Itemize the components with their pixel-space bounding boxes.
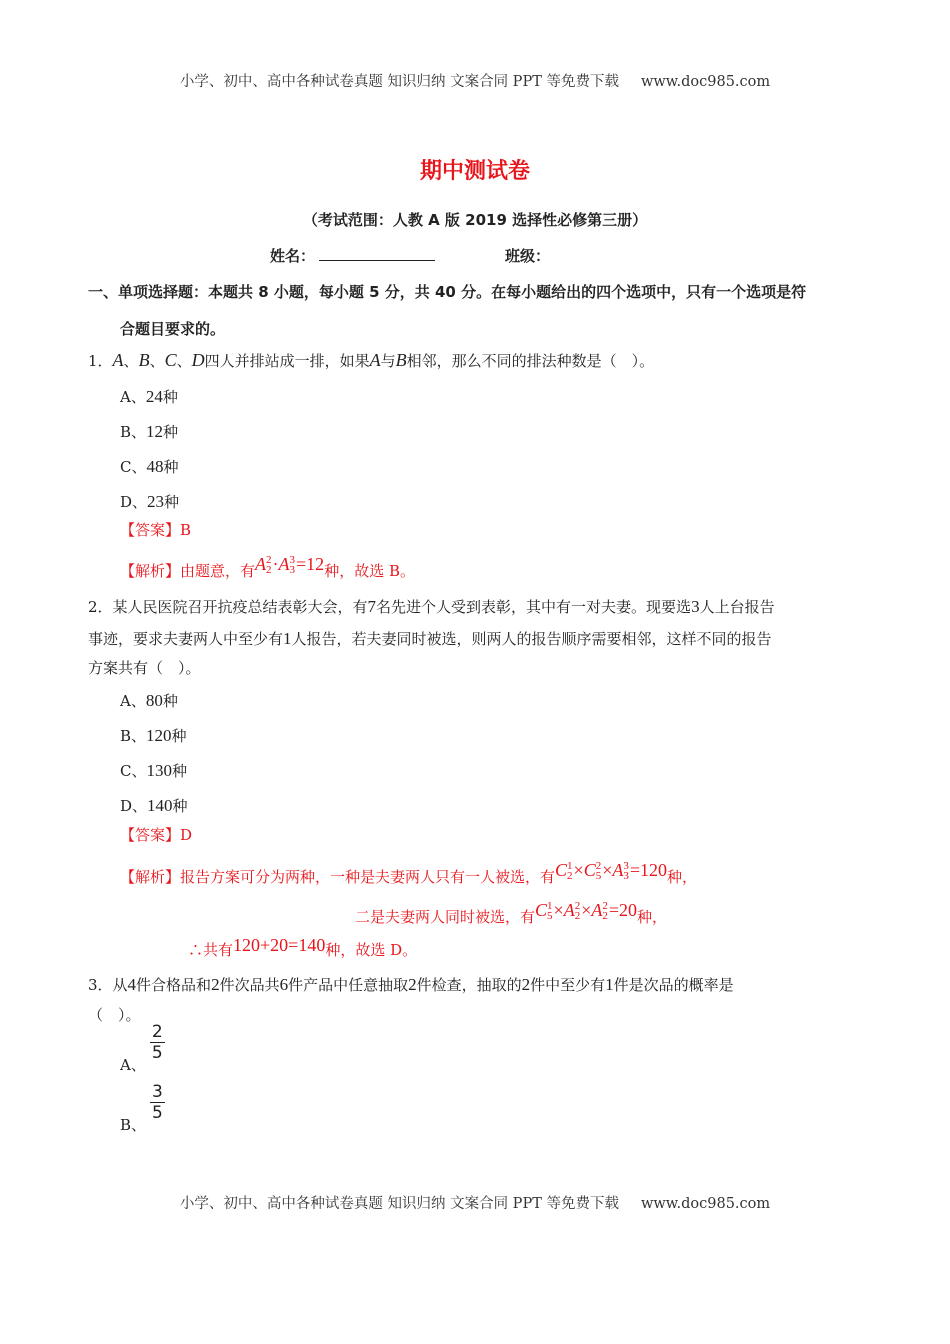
option-value: 140 bbox=[147, 796, 173, 815]
section-heading-cont: 合题目要求的。 bbox=[120, 320, 226, 338]
var: A bbox=[112, 350, 124, 370]
option-label: D、 bbox=[120, 797, 148, 815]
math-symbol: A bbox=[563, 900, 575, 920]
fraction bbox=[150, 1082, 165, 1123]
option-value: 130 bbox=[146, 761, 172, 780]
superscript: 2 bbox=[595, 859, 602, 872]
analysis-text: 二是夫妻两人同时被选，有 bbox=[355, 908, 536, 926]
q2-analysis-1 bbox=[120, 859, 698, 887]
q3-option-b[interactable] bbox=[120, 1082, 165, 1135]
question-2-line1 bbox=[88, 596, 775, 617]
fraction bbox=[150, 1022, 165, 1063]
var: C bbox=[164, 350, 177, 370]
q-number: 1． bbox=[88, 352, 113, 370]
var: D bbox=[191, 350, 205, 370]
math-symbol: A bbox=[591, 900, 603, 920]
math-symbol: C bbox=[535, 900, 548, 920]
name-class-row bbox=[270, 245, 550, 266]
q1-analysis bbox=[120, 553, 415, 581]
option-value: 23 bbox=[147, 492, 165, 511]
footer-text: 小学、初中、高中各种试卷真题 知识归纳 文案合同 PPT 等免费下载 bbox=[179, 1196, 619, 1212]
superscript: 2 bbox=[266, 553, 272, 566]
superscript: 3 bbox=[289, 553, 296, 566]
question-3-line1 bbox=[88, 974, 734, 995]
option-value: 12 bbox=[146, 422, 164, 441]
subscript: 3 bbox=[289, 563, 296, 576]
var: B bbox=[138, 350, 150, 370]
num: 4 bbox=[127, 975, 137, 994]
num: 7 bbox=[367, 597, 377, 616]
numerator: 3 bbox=[152, 1082, 163, 1102]
math-term bbox=[535, 900, 554, 921]
superscript: 3 bbox=[623, 859, 629, 872]
q-text: 件产品中任意抽取 bbox=[288, 976, 409, 994]
math-operator: =12 bbox=[296, 554, 325, 574]
subscript: 5 bbox=[595, 869, 602, 882]
q2-analysis-2 bbox=[355, 899, 668, 927]
math-operator: × bbox=[553, 900, 564, 920]
option-label: D、 bbox=[120, 493, 148, 511]
question-1 bbox=[88, 350, 654, 371]
sep: 、 bbox=[176, 352, 192, 370]
q2-option-c[interactable] bbox=[120, 760, 187, 781]
page-header bbox=[0, 70, 950, 91]
math-expression bbox=[255, 554, 324, 575]
num: 2 bbox=[408, 975, 417, 994]
denominator: 5 bbox=[152, 1103, 163, 1123]
exam-scope: （考试范围：人教 A 版 2019 选择性必修第三册） bbox=[302, 211, 648, 229]
question-3-line2: （ ）。 bbox=[88, 1006, 141, 1024]
math-operator: × bbox=[573, 860, 584, 880]
option-label: A、 bbox=[120, 388, 146, 406]
answer-tag: 【答案】 bbox=[120, 826, 181, 844]
subscript: 2 bbox=[567, 869, 573, 882]
answer-tag: 【答案】 bbox=[120, 521, 181, 539]
analysis-text: 种， bbox=[637, 908, 668, 926]
q-text: 3．从 bbox=[88, 976, 128, 994]
var: B bbox=[395, 350, 407, 370]
num: 3 bbox=[691, 597, 700, 616]
option-label: B、 bbox=[120, 1116, 147, 1134]
subscript: 3 bbox=[623, 869, 629, 882]
option-unit: 种 bbox=[171, 762, 187, 780]
question-2-line3: 方案共有（ ）。 bbox=[88, 659, 201, 677]
option-label: B、 bbox=[120, 423, 147, 441]
q2-answer bbox=[120, 824, 192, 845]
math-term bbox=[584, 860, 603, 881]
name-label: 姓名： bbox=[270, 247, 316, 265]
subscript: 2 bbox=[266, 563, 272, 576]
option-unit: 种 bbox=[172, 797, 188, 815]
q-text: 四人并排站成一排，如果 bbox=[204, 352, 370, 370]
option-unit: 种 bbox=[162, 388, 178, 406]
subscript: 2 bbox=[574, 909, 581, 922]
num: 1 bbox=[605, 975, 614, 994]
option-unit: 种 bbox=[171, 727, 187, 745]
math-symbol: A bbox=[278, 554, 290, 574]
option-unit: 种 bbox=[164, 493, 180, 511]
option-value: 24 bbox=[145, 387, 163, 406]
q-text: 名先进个人受到表彰，其中有一对夫妻。现要选 bbox=[376, 598, 692, 616]
subscript: 2 bbox=[602, 909, 608, 922]
math-term bbox=[255, 554, 273, 575]
math-term bbox=[279, 554, 297, 575]
num: 1 bbox=[283, 629, 292, 648]
denominator: 5 bbox=[151, 1043, 163, 1063]
math-symbol: A bbox=[612, 860, 624, 880]
q-text: 与 bbox=[380, 352, 396, 370]
option-unit: 种 bbox=[163, 423, 179, 441]
analysis-tag: 【解析】 bbox=[120, 562, 181, 580]
sep: 、 bbox=[123, 352, 139, 370]
math-expression bbox=[535, 900, 637, 921]
num: 6 bbox=[279, 975, 289, 994]
superscript: 1 bbox=[547, 899, 553, 912]
numerator: 2 bbox=[151, 1022, 163, 1042]
option-label: A、 bbox=[120, 1056, 146, 1074]
answer-value: D bbox=[180, 826, 193, 844]
q-text: 2．某人民医院召开抗疫总结表彰大会，有 bbox=[88, 598, 368, 616]
answer-value: B bbox=[180, 521, 192, 539]
option-label: C、 bbox=[120, 458, 147, 476]
math-term bbox=[591, 900, 609, 921]
q-text: 件是次品的概率是 bbox=[613, 976, 734, 994]
q-text: 人上台报告 bbox=[699, 598, 775, 616]
q2-analysis-3 bbox=[188, 935, 418, 960]
analysis-text: 种， bbox=[667, 868, 698, 886]
footer-site: www.doc985.com bbox=[640, 1196, 771, 1212]
q2-option-a[interactable] bbox=[120, 690, 178, 711]
math-symbol: C bbox=[583, 860, 596, 880]
analysis-text: 种，故选 B。 bbox=[324, 562, 415, 580]
option-label: A、 bbox=[120, 692, 146, 710]
sep: 、 bbox=[149, 352, 165, 370]
section-heading: 一、单项选择题：本题共 8 小题，每小题 5 分，共 40 分。在每小题给出的四个选项中，只有一个选项是符 bbox=[88, 283, 807, 301]
q-text: 相邻，那么不同的排法种数是（ ）。 bbox=[406, 352, 655, 370]
q1-option-d[interactable] bbox=[120, 491, 179, 512]
header-site: www.doc985.com bbox=[640, 74, 771, 90]
num: 2 bbox=[521, 975, 531, 994]
q1-option-b[interactable] bbox=[120, 421, 178, 442]
q-text: 事迹，要求夫妻两人中至少有 bbox=[88, 630, 284, 648]
option-unit: 种 bbox=[163, 458, 179, 476]
math-term bbox=[612, 860, 630, 881]
q1-option-a[interactable] bbox=[120, 386, 178, 407]
q3-option-a[interactable] bbox=[120, 1022, 165, 1075]
q2-option-d[interactable] bbox=[120, 795, 188, 816]
analysis-text: ∴共有 bbox=[188, 941, 234, 959]
option-label: C、 bbox=[120, 762, 147, 780]
superscript: 2 bbox=[602, 899, 608, 912]
header-text: 小学、初中、高中各种试卷真题 知识归纳 文案合同 PPT 等免费下载 bbox=[179, 74, 619, 90]
math-expression: 120+20=140 bbox=[233, 935, 326, 955]
option-label: B、 bbox=[120, 727, 147, 745]
q-text: 件检查，抽取的 bbox=[416, 976, 522, 994]
math-expression bbox=[555, 860, 667, 881]
math-symbol: C bbox=[555, 860, 568, 880]
subscript: 5 bbox=[547, 909, 553, 922]
page-title: 期中测试卷 bbox=[419, 159, 530, 184]
math-term bbox=[564, 900, 582, 921]
superscript: 1 bbox=[567, 859, 573, 872]
math-operator: × bbox=[581, 900, 592, 920]
math-operator: × bbox=[602, 860, 613, 880]
var: A bbox=[369, 350, 381, 370]
analysis-tag: 【解析】 bbox=[120, 868, 181, 886]
math-term bbox=[555, 860, 574, 881]
q-text: 件中至少有 bbox=[530, 976, 606, 994]
class-label: 班级： bbox=[505, 247, 551, 265]
q2-option-b[interactable] bbox=[120, 725, 187, 746]
question-2-line2 bbox=[88, 628, 772, 649]
q-text: 件次品共 bbox=[219, 976, 280, 994]
q-text: 件合格品和 bbox=[136, 976, 212, 994]
name-blank[interactable] bbox=[319, 246, 435, 261]
analysis-text: 报告方案可分为两种，一种是夫妻两人只有一人被选，有 bbox=[180, 868, 556, 886]
analysis-text: 由题意，有 bbox=[180, 562, 256, 580]
math-operator: =120 bbox=[629, 860, 668, 880]
option-value: 48 bbox=[146, 457, 164, 476]
analysis-text: 种，故选 D。 bbox=[325, 941, 418, 959]
page-footer bbox=[0, 1192, 950, 1213]
q1-option-c[interactable] bbox=[120, 456, 179, 477]
num: 2 bbox=[211, 975, 220, 994]
math-symbol: A bbox=[255, 554, 267, 574]
superscript: 2 bbox=[574, 899, 581, 912]
option-value: 80 bbox=[145, 691, 163, 710]
option-value: 120 bbox=[146, 726, 172, 745]
math-operator: =20 bbox=[608, 900, 637, 920]
math-operator: · bbox=[272, 554, 279, 574]
option-unit: 种 bbox=[162, 692, 178, 710]
q-text: 人报告，若夫妻同时被选，则两人的报告顺序需要相邻，这样不同的报告 bbox=[291, 630, 772, 648]
q1-answer bbox=[120, 519, 191, 540]
